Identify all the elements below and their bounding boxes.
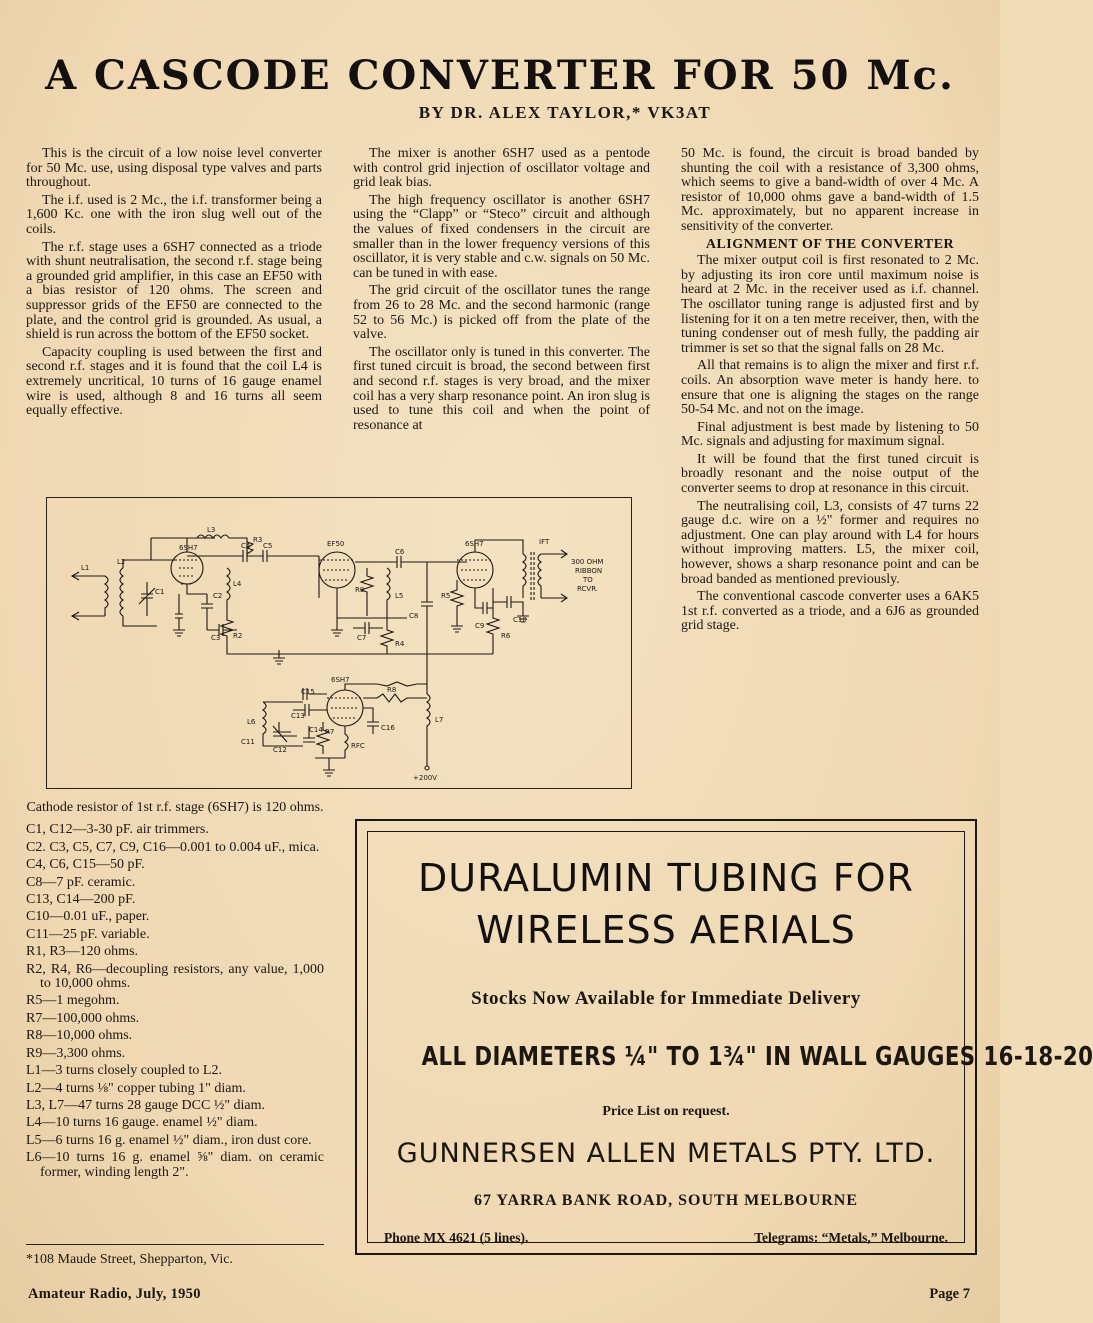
schematic-label-ift: IFT [539,538,550,546]
schematic-label-r6: R6 [501,632,511,640]
paragraph: Capacity coupling is used between the first and second r.f. stages and it is found that the coil L4 is extremely uncritical, 10 turns of 16 gauge enamel wire is used, although 8 and 16 turns all seem equally effective. [26,344,322,419]
parts-item: C8—7 pF. ceramic. [26,874,136,890]
schematic-label-l1: L1 [81,564,90,572]
schematic-label-c10: C10 [513,616,527,624]
parts-item: C2. C3, C5, C7, C9, C16—0.001 to 0.004 uF., mica. [26,839,320,855]
schematic-label-r9: R9 [355,586,365,594]
schematic-label-v3: 6SH7 [465,540,484,548]
article-byline: BY DR. ALEX TAYLOR,* VK3AT [418,103,712,122]
parts-item: R7—100,000 ohms. [26,1010,140,1026]
parts-item: L1—3 turns closely coupled to L2. [26,1063,222,1079]
circuit-schematic [46,497,632,789]
schematic-label-c8: C8 [409,612,419,620]
paragraph: 50 Mc. is found, the circuit is broad banded by shunting the coil with a resistance of 3,300 ohms, which seems to give a band-width of over 4 Mc. A resistor of 10,000 ohms gave a band-width of 1.5 Mc. approximately, but no apparent increase in sensitivity of the converter. [681,146,979,234]
schematic-label-v4: 6SH7 [331,676,350,684]
ad-phone: Phone MX 4621 (5 lines). [384,1230,529,1245]
paragraph: The mixer is another 6SH7 used as a pentode with control grid injection of oscillator voltage and grid leak bias. [353,146,650,191]
parts-item: R9—3,300 ohms. [26,1045,126,1061]
page-number: Page 7 [929,1286,970,1302]
paragraph: The i.f. used is 2 Mc., the i.f. transformer being a 1,600 Kc. one with the iron slug well out of the coils. [26,192,322,237]
schematic-label-c1: C1 [155,588,165,596]
parts-item: L4—10 turns 16 gauge. enamel ½" diam. [26,1115,258,1131]
schematic-label-c13: C13 [291,712,305,720]
schematic-label-out3: TO [583,576,593,584]
schematic-label-c9: C9 [475,622,485,630]
schematic-drawing [47,498,631,788]
paragraph: This is the circuit of a low noise level converter for 50 Mc. use, using disposal type valves and parts throughout. [26,146,322,191]
schematic-label-v1: 6SH7 [179,544,198,552]
paragraph: The mixer output coil is first resonated to 2 Mc. by adjusting its iron core until maximum noise is heard at 2 Mc. in the receiver used as i.f. channel. The oscillator tuning range is adjusted first and by listening for it on a ten metre receiver, then, with the tuning condenser out of mesh fully, the padding air trimmer is set so that the signal falls on 28 Mc. [681,253,979,356]
author-footnote: *108 Maude Street, Shepparton, Vic. [26,1252,233,1267]
schematic-label-r2: R2 [233,632,243,640]
schematic-label-c2: C2 [213,592,223,600]
article-title: A CASCODE CONVERTER FOR 50 Mc. [45,52,955,99]
parts-item: L3, L7—47 turns 28 gauge DCC ½" diam. [26,1097,266,1113]
paragraph: The conventional cascode converter uses a 6AK5 1st r.f. converted as a triode, and a 6J6 as grounded grid stage. [681,589,979,634]
schematic-label-c6: C6 [395,548,405,556]
publication-footer: Amateur Radio, July, 1950 [28,1286,201,1302]
parts-item: C4, C6, C15—50 pF. [26,857,145,873]
article-column-1 [26,147,322,422]
schematic-label-c4: C4 [241,542,251,550]
schematic-label-c3: C3 [211,634,221,642]
schematic-label-c11: C11 [241,738,255,746]
article-column-2 [353,147,650,436]
schematic-label-out1: 300 OHM [571,558,604,566]
ad-address: 67 YARRA BANK ROAD, SOUTH MELBOURNE [473,1192,859,1209]
paragraph: The grid circuit of the oscillator tunes the range from 26 to 28 Mc. and the second harmonic (range 52 to 56 Mc.) is picked off from the plate of the valve. [353,283,650,343]
paragraph: The oscillator only is tuned in this converter. The first tuned circuit is broad, the second between first and second r.f. stages is very broad, and the mixer coil has a very sharp resonance point. An iron slug is used to tune this coil and when the point of resonance at [353,344,650,433]
ad-headline-line-1: DURALUMIN TUBING FOR [418,856,914,900]
schematic-label-r4: R4 [395,640,405,648]
parts-item: L2—4 turns ⅛" copper tubing 1" diam. [26,1080,246,1096]
ad-price-list: Price List on request. [602,1104,730,1119]
schematic-label-l3: L3 [207,526,216,534]
parts-list [26,801,324,1183]
schematic-label-l5: L5 [395,592,404,600]
schematic-label-v2: EF50 [327,540,345,548]
parts-item: L5—6 turns 16 g. enamel ½" diam., iron dust core. [26,1132,312,1148]
ad-telegrams: Telegrams: “Metals,” Melbourne. [754,1230,948,1245]
paragraph: The r.f. stage uses a 6SH7 connected as a triode with shunt neutralisation, the second r.f. stage being a grounded grid amplifier, in this case an EF50 with a bias resistor of 120 ohms. The screen and suppressor grids of the EF50 are connected to the plate, and the control grid is grounded. As usual, a shield is run across the bottom of the EF50 socket. [26,239,322,343]
advertisement [355,819,1093,1255]
schematic-label-c12: C12 [273,746,287,754]
schematic-label-c15: C15 [301,688,315,696]
parts-item: C11—25 pF. variable. [26,926,150,942]
schematic-label-out4: RCVR. [577,585,599,593]
paragraph: All that remains is to align the mixer and first r.f. coils. An absorption wave meter is handy here. to ensure that one is aligning the stages on the range 50-54 Mc. and not on the image. [681,358,979,418]
parts-item: R1, R3—120 ohms. [26,944,139,960]
schematic-label-out2: RIBBON [575,567,603,575]
schematic-label-l2: L2 [117,558,126,566]
schematic-label-r8: R8 [387,686,397,694]
schematic-label-b-plus: +200V [413,774,438,782]
schematic-label-c7: C7 [357,634,367,642]
schematic-label-l6: L6 [247,718,256,726]
parts-item: C13, C14—200 pF. [26,892,136,908]
footnote-rule [26,1244,324,1245]
schematic-label-r5: R5 [441,592,451,600]
parts-item: L6—10 turns 16 g. enamel ⅝" diam. on ceramic former, winding length 2". [26,1150,324,1180]
parts-item: R2, R4, R6—decoupling resistors, any value, 1,000 to 10,000 ohms. [26,961,324,992]
parts-caption: Cathode resistor of 1st r.f. stage (6SH7) is 120 ohms. [26,800,324,815]
parts-item: R5—1 megohm. [26,993,120,1009]
paragraph: It will be found that the first tuned circuit is broadly resonant and the noise output of the converter seems to drop at resonance in this circuit. [681,451,979,497]
parts-item: C10—0.01 uF., paper. [26,909,150,925]
schematic-label-r7: R7 [325,728,335,736]
schematic-label-r3: R3 [253,536,263,544]
ad-headline-line-2: WIRELESS AERIALS [476,908,856,952]
schematic-label-l7: L7 [435,716,444,724]
parts-item: R8—10,000 ohms. [26,1028,133,1044]
article-column-3 [681,147,979,637]
ad-company-name: GUNNERSEN ALLEN METALS PTY. LTD. [396,1138,936,1169]
paragraph: The neutralising coil, L3, consists of 47 turns 22 gauge d.c. wire on a ½" former and requires no adjustment. One can play around with L4 for hours without improving matters. L5, the mixer coil, however, shows a sharp resonance point and can be broad banded as mentioned previously. [681,498,979,587]
schematic-label-c5: C5 [263,542,273,550]
ad-stocks-line: Stocks Now Available for Immediate Delivery [471,988,861,1009]
schematic-label-c16: C16 [381,724,395,732]
schematic-label-l4: L4 [233,580,242,588]
paragraph: Final adjustment is best made by listening to 50 Mc. signals and adjusting for maximum signal. [681,419,979,450]
parts-item: C1, C12—3-30 pF. air trimmers. [26,822,209,838]
paragraph: The high frequency oscillator is another 6SH7 using the “Clapp” or “Steco” circuit and although the values of fixed condensers in the circuit are smaller than in the lower frequency versions of this oscillator, it is very stable and c.w. signals on 50 Mc. can be tuned in with ease. [353,192,650,281]
section-heading: ALIGNMENT OF THE CONVERTER [705,236,955,252]
schematic-label-rfc: RFC [351,742,365,750]
advertisement-inner-border [367,831,1093,1245]
schematic-label-c14: C14 [309,726,323,734]
ad-diameters-line: ALL DIAMETERS ¼" TO 1¾" IN WALL GAUGES 16-18-20 [421,1042,1093,1072]
